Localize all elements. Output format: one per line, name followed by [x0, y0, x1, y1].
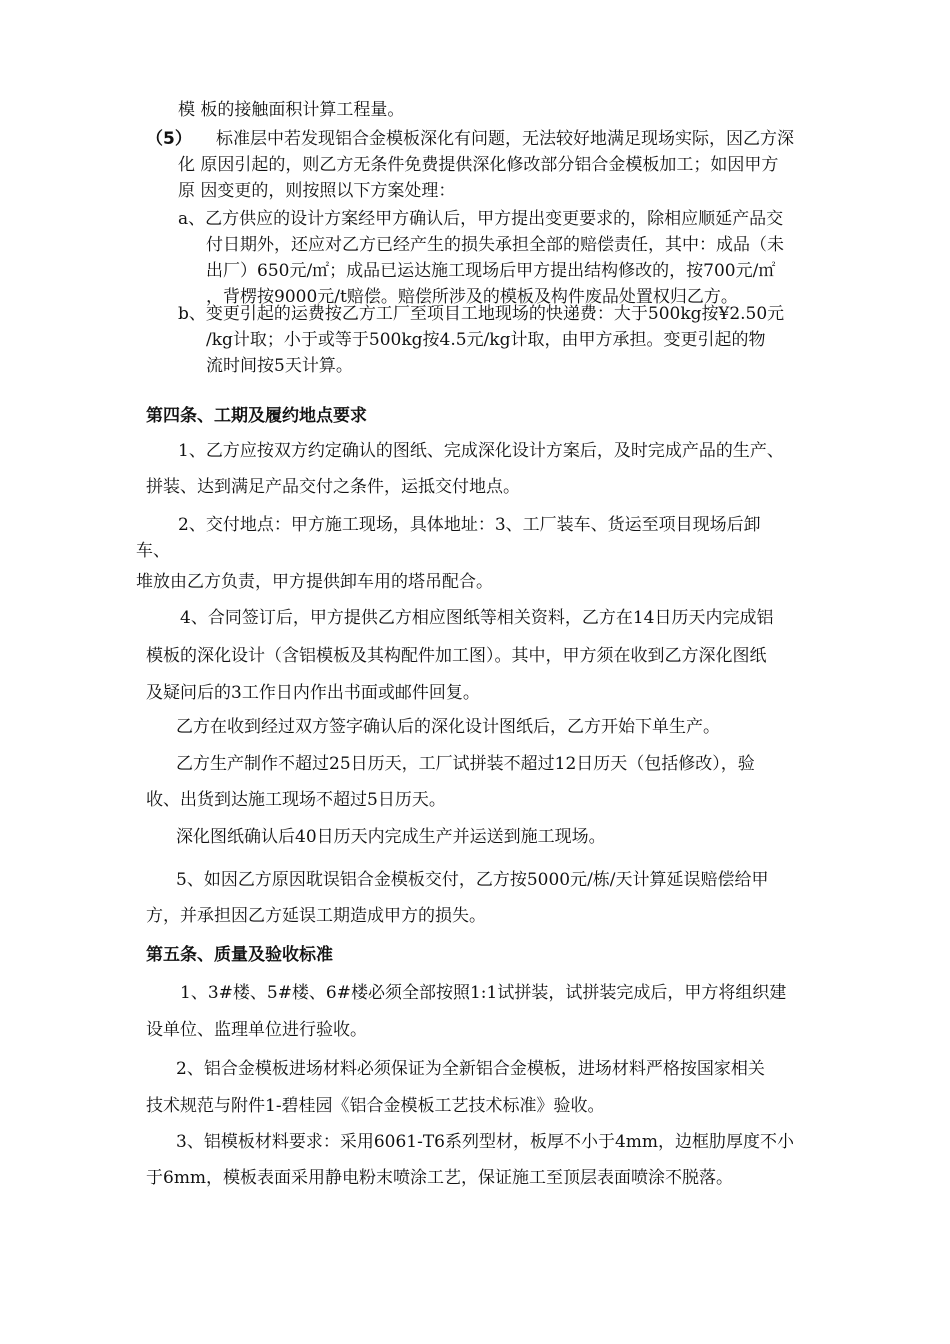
paragraph-line: 1、乙方应按双方约定确认的图纸、完成深化设计方案后，及时完成产品的生产、 — [178, 441, 784, 461]
paragraph-line: 技术规范与附件1-碧桂园《铝合金模板工艺技术标准》验收。 — [146, 1096, 605, 1116]
paragraph-line: 3、铝模板材料要求：采用6061-T6系列型材，板厚不小于4mm，边框肋厚度不小 — [176, 1132, 795, 1152]
text-line: 流时间按5天计算。 — [206, 356, 353, 376]
paragraph-line: 收、出货到达施工现场不超过5日历天。 — [146, 790, 446, 810]
paragraph-line: 乙方在收到经过双方签字确认后的深化设计图纸后，乙方开始下单生产。 — [176, 717, 720, 737]
text-line: /kg计取；小于或等于500kg按4.5元/kg计取，由甲方承担。变更引起的物 — [206, 330, 766, 350]
paragraph-line: 堆放由乙方负责，甲方提供卸车用的塔吊配合。 — [136, 572, 493, 592]
text-line: 标准层中若发现铝合金模板深化有问题，无法较好地满足现场实际，因乙方深 — [216, 129, 794, 149]
text-line: 出厂）650元/㎡；成品已运达施工现场后甲方提出结构修改的，按700元/㎡ — [206, 261, 776, 281]
section-heading: 第四条、工期及履约地点要求 — [146, 406, 367, 426]
paragraph-line: 方，并承担因乙方延误工期造成甲方的损失。 — [146, 906, 486, 926]
paragraph-line: 4、合同签订后，甲方提供乙方相应图纸等相关资料，乙方在14日历天内完成铝 — [180, 608, 774, 628]
text-line: ，背楞按9000元/t赔偿。赔偿所涉及的模板及构件废品处置权归乙方。 — [206, 287, 738, 307]
paragraph-line: 2、铝合金模板进场材料必须保证为全新铝合金模板，进场材料严格按国家相关 — [176, 1059, 765, 1079]
text-line: 模 板的接触面积计算工程量。 — [178, 100, 405, 120]
paragraph-line: 设单位、监理单位进行验收。 — [146, 1020, 367, 1040]
item-number: （5） — [146, 129, 192, 149]
paragraph-line: 拼装、达到满足产品交付之条件，运抵交付地点。 — [146, 477, 520, 497]
sub-item-a: a、乙方供应的设计方案经甲方确认后，甲方提出变更要求的，除相应顺延产品交 — [178, 209, 784, 229]
paragraph-line: 车、 — [136, 541, 170, 561]
paragraph-line: 5、如因乙方原因耽误铝合金模板交付，乙方按5000元/栋/天计算延误赔偿给甲 — [176, 870, 769, 890]
text-line: 化 原因引起的，则乙方无条件免费提供深化修改部分铝合金模板加工；如因甲方 — [178, 155, 779, 175]
sub-item-b: b、变更引起的运费按乙方工厂至项目工地现场的快递费：大于500kg按¥2.50元 — [178, 304, 785, 324]
paragraph-line: 深化图纸确认后40日历天内完成生产并运送到施工现场。 — [176, 827, 606, 847]
paragraph-line: 模板的深化设计（含铝模板及其构配件加工图）。其中，甲方须在收到乙方深化图纸 — [146, 646, 767, 666]
paragraph-line: 于6mm，模板表面采用静电粉末喷涂工艺，保证施工至顶层表面喷涂不脱落。 — [146, 1168, 734, 1188]
text-line: 付日期外，还应对乙方已经产生的损失承担全部的赔偿责任，其中：成品（未 — [206, 235, 784, 255]
text-line: 原 因变更的，则按照以下方案处理： — [178, 181, 456, 201]
paragraph-line: 2、交付地点：甲方施工现场，具体地址：3、工厂装车、货运至项目现场后卸 — [178, 515, 761, 535]
paragraph-line: 乙方生产制作不超过25日历天，工厂试拼装不超过12日历天（包括修改），验 — [176, 754, 755, 774]
paragraph-line: 及疑问后的3工作日内作出书面或邮件回复。 — [146, 683, 480, 703]
section-heading: 第五条、质量及验收标准 — [146, 945, 333, 965]
paragraph-line: 1、3#楼、5#楼、6#楼必须全部按照1:1试拼装，试拼装完成后，甲方将组织建 — [180, 983, 787, 1003]
